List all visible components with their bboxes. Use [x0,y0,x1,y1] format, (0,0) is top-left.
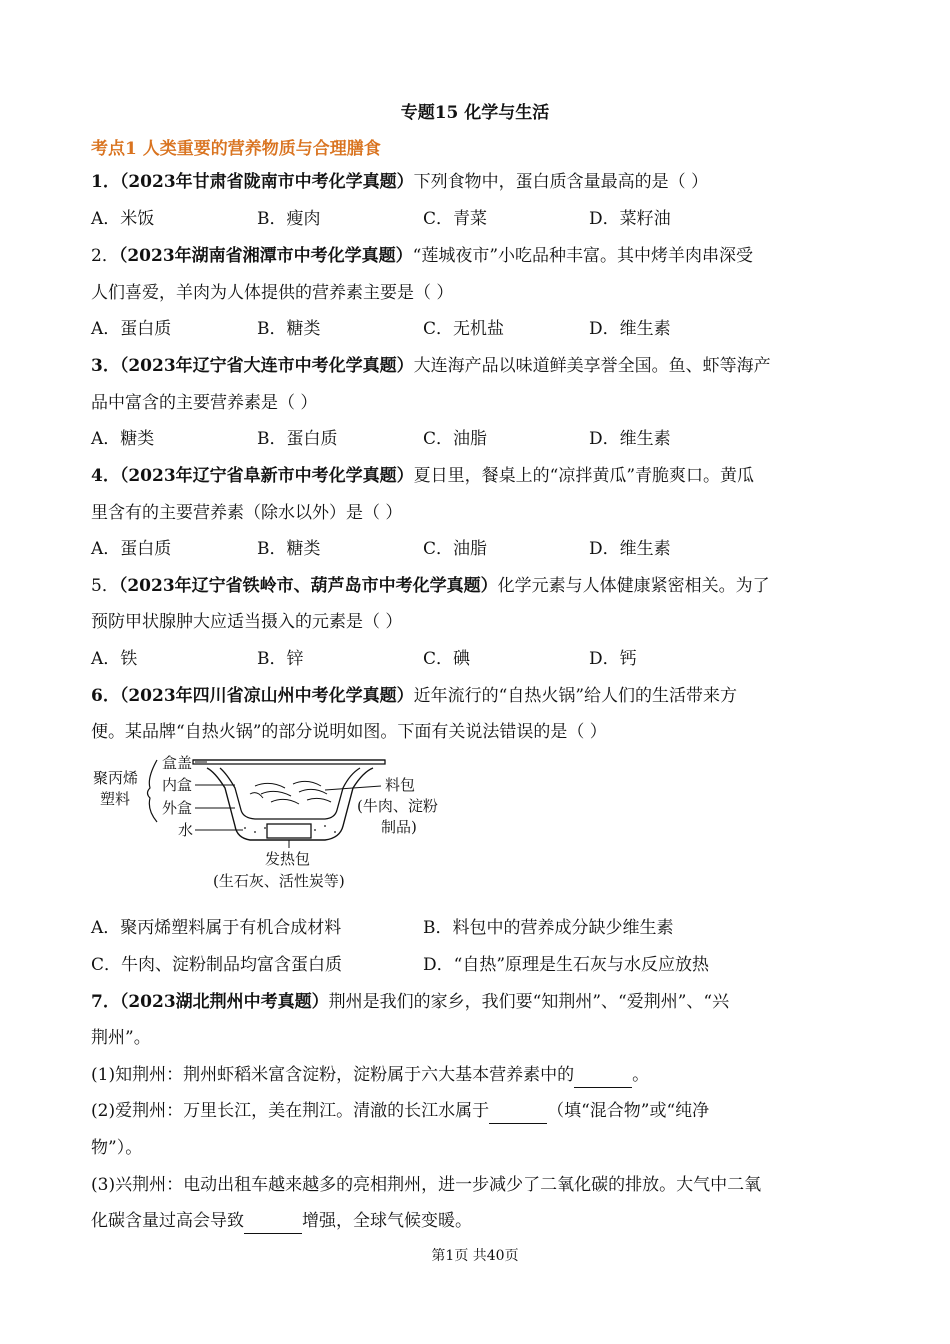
question-source: （2023年湖南省湘潭市中考化学真题） [118,246,413,266]
option-b: B．料包中的营养成分缺少维生素 [423,918,674,938]
question-source: （2023年甘肃省陇南市中考化学真题） [119,172,414,192]
section-heading: 考点1 人类重要的营养物质与合理膳食 [91,139,381,159]
question-source: （2023年四川省凉山州中考化学真题） [119,686,414,706]
question-text: 夏日里，餐桌上的“凉拌黄瓜”青脆爽口。黄瓜 [413,466,755,486]
option-a: A．铁 [91,649,138,669]
question-number: 2． [91,246,119,266]
q7-part-3-cont: 化碳含量过高会导致 增强，全球气候变暖。 [91,1209,472,1234]
option-c: C．无机盐 [423,319,505,339]
option-a: A．蛋白质 [91,539,172,559]
option-a: A．米饭 [91,209,155,229]
question-4 [91,464,754,488]
option-b: B．蛋白质 [257,429,338,449]
question-number: 4． [91,466,120,486]
option-c: C．牛肉、淀粉制品均富含蛋白质 [91,955,343,975]
question-number: 7． [91,992,120,1012]
inner-box-shape [220,768,360,819]
question-text: 荆州是我们的家乡，我们要“知荆州”、“爱荆州”、“兴 [328,992,730,1012]
question-text-cont: 品中富含的主要营养素是（ ） [91,393,318,413]
question-1 [91,170,708,194]
hotpot-diagram [85,748,465,898]
question-text-cont: 人们喜爱，羊肉为人体提供的营养素主要是（ ） [91,283,454,303]
option-b: B．糖类 [257,539,321,559]
label-plastic-1: 聚丙烯 [93,769,139,787]
question-number: 1． [91,172,120,192]
brace-icon [148,760,158,822]
q7-part-2-cont: 物”）。 [91,1138,143,1158]
question-source: （2023年辽宁省阜新市中考化学真题） [119,466,414,486]
question-text-cont: 荆州”。 [91,1028,151,1048]
question-number: 6． [91,686,120,706]
option-d: D．菜籽油 [589,209,671,229]
question-5 [91,574,770,598]
option-d: D．维生素 [589,319,671,339]
option-b: B．锌 [257,649,304,669]
page-footer: 第1页 共40页 [431,1248,519,1264]
answer-blank[interactable] [244,1209,302,1234]
option-a: A．糖类 [91,429,155,449]
option-a: A．蛋白质 [91,319,172,339]
question-text-cont: 里含有的主要营养素（除水以外）是（ ） [91,503,403,523]
question-source: （2023年辽宁省大连市中考化学真题） [119,356,414,376]
question-2 [91,244,753,268]
q7-part-3: (3)兴荆州：电动出租车越来越多的亮相荆州，进一步减少了二氧化碳的排放。大气中二氧 [91,1175,762,1195]
question-7 [91,990,729,1014]
option-d: D．维生素 [589,539,671,559]
q7-part-2: (2)爱荆州：万里长江，美在荆江。清澈的长江水属于 （填“混合物”或“纯净 [91,1099,709,1124]
label-heater: 发热包 [265,850,311,868]
q7-part-1: (1)知荆州：荆州虾稻米富含淀粉，淀粉属于六大基本营养素中的 。 [91,1063,649,1088]
option-b: B．瘦肉 [257,209,321,229]
question-source: （2023年辽宁省铁岭市、葫芦岛市中考化学真题） [118,576,498,596]
answer-blank[interactable] [574,1063,632,1088]
label-lid: 盒盖 [162,754,193,772]
question-text: 近年流行的“自热火锅”给人们的生活带来方 [413,686,738,706]
question-text-cont: 预防甲状腺肿大应适当摄入的元素是（ ） [91,612,403,632]
page-title: 专题15 化学与生活 [400,103,550,123]
option-d: D．钙 [589,649,637,669]
label-heater-note: (生石灰、活性炭等) [213,872,345,890]
option-d: D．维生素 [589,429,671,449]
question-number: 3． [91,356,120,376]
question-text: “莲城夜市”小吃品种丰富。其中烤羊肉串深受 [412,246,754,266]
label-pack: 料包 [385,776,416,794]
question-text: 大连海产品以味道鲜美享誉全国。鱼、虾等海产 [413,356,771,376]
food-pack-shape [250,781,331,804]
question-6 [91,684,737,708]
heating-pack-shape [267,824,311,838]
option-c: C．油脂 [423,539,488,559]
label-pack-note-2: 制品) [381,818,417,836]
question-text: 化学元素与人体健康紧密相关。为了 [497,576,770,596]
question-text: 下列食物中，蛋白质含量最高的是（ ） [413,172,709,192]
label-plastic-2: 塑料 [100,790,131,808]
option-c: C．碘 [423,649,471,669]
option-c: C．油脂 [423,429,488,449]
option-b: B．糖类 [257,319,321,339]
label-inner-box: 内盒 [162,776,193,794]
question-source: （2023湖北荆州中考真题） [119,992,329,1012]
option-c: C．青菜 [423,209,488,229]
question-3 [91,354,771,378]
option-a: A．聚丙烯塑料属于有机合成材料 [91,918,342,938]
answer-blank[interactable] [489,1099,547,1124]
label-outer-box: 外盒 [162,799,193,817]
option-d: D．“自热”原理是生石灰与水反应放热 [423,955,710,975]
label-water: 水 [178,821,194,839]
label-pack-note-1: (牛肉、淀粉 [357,797,438,815]
question-text-cont: 便。某品牌“自热火锅”的部分说明如图。下面有关说法错误的是（ ） [91,722,607,742]
question-number: 5． [91,576,119,596]
